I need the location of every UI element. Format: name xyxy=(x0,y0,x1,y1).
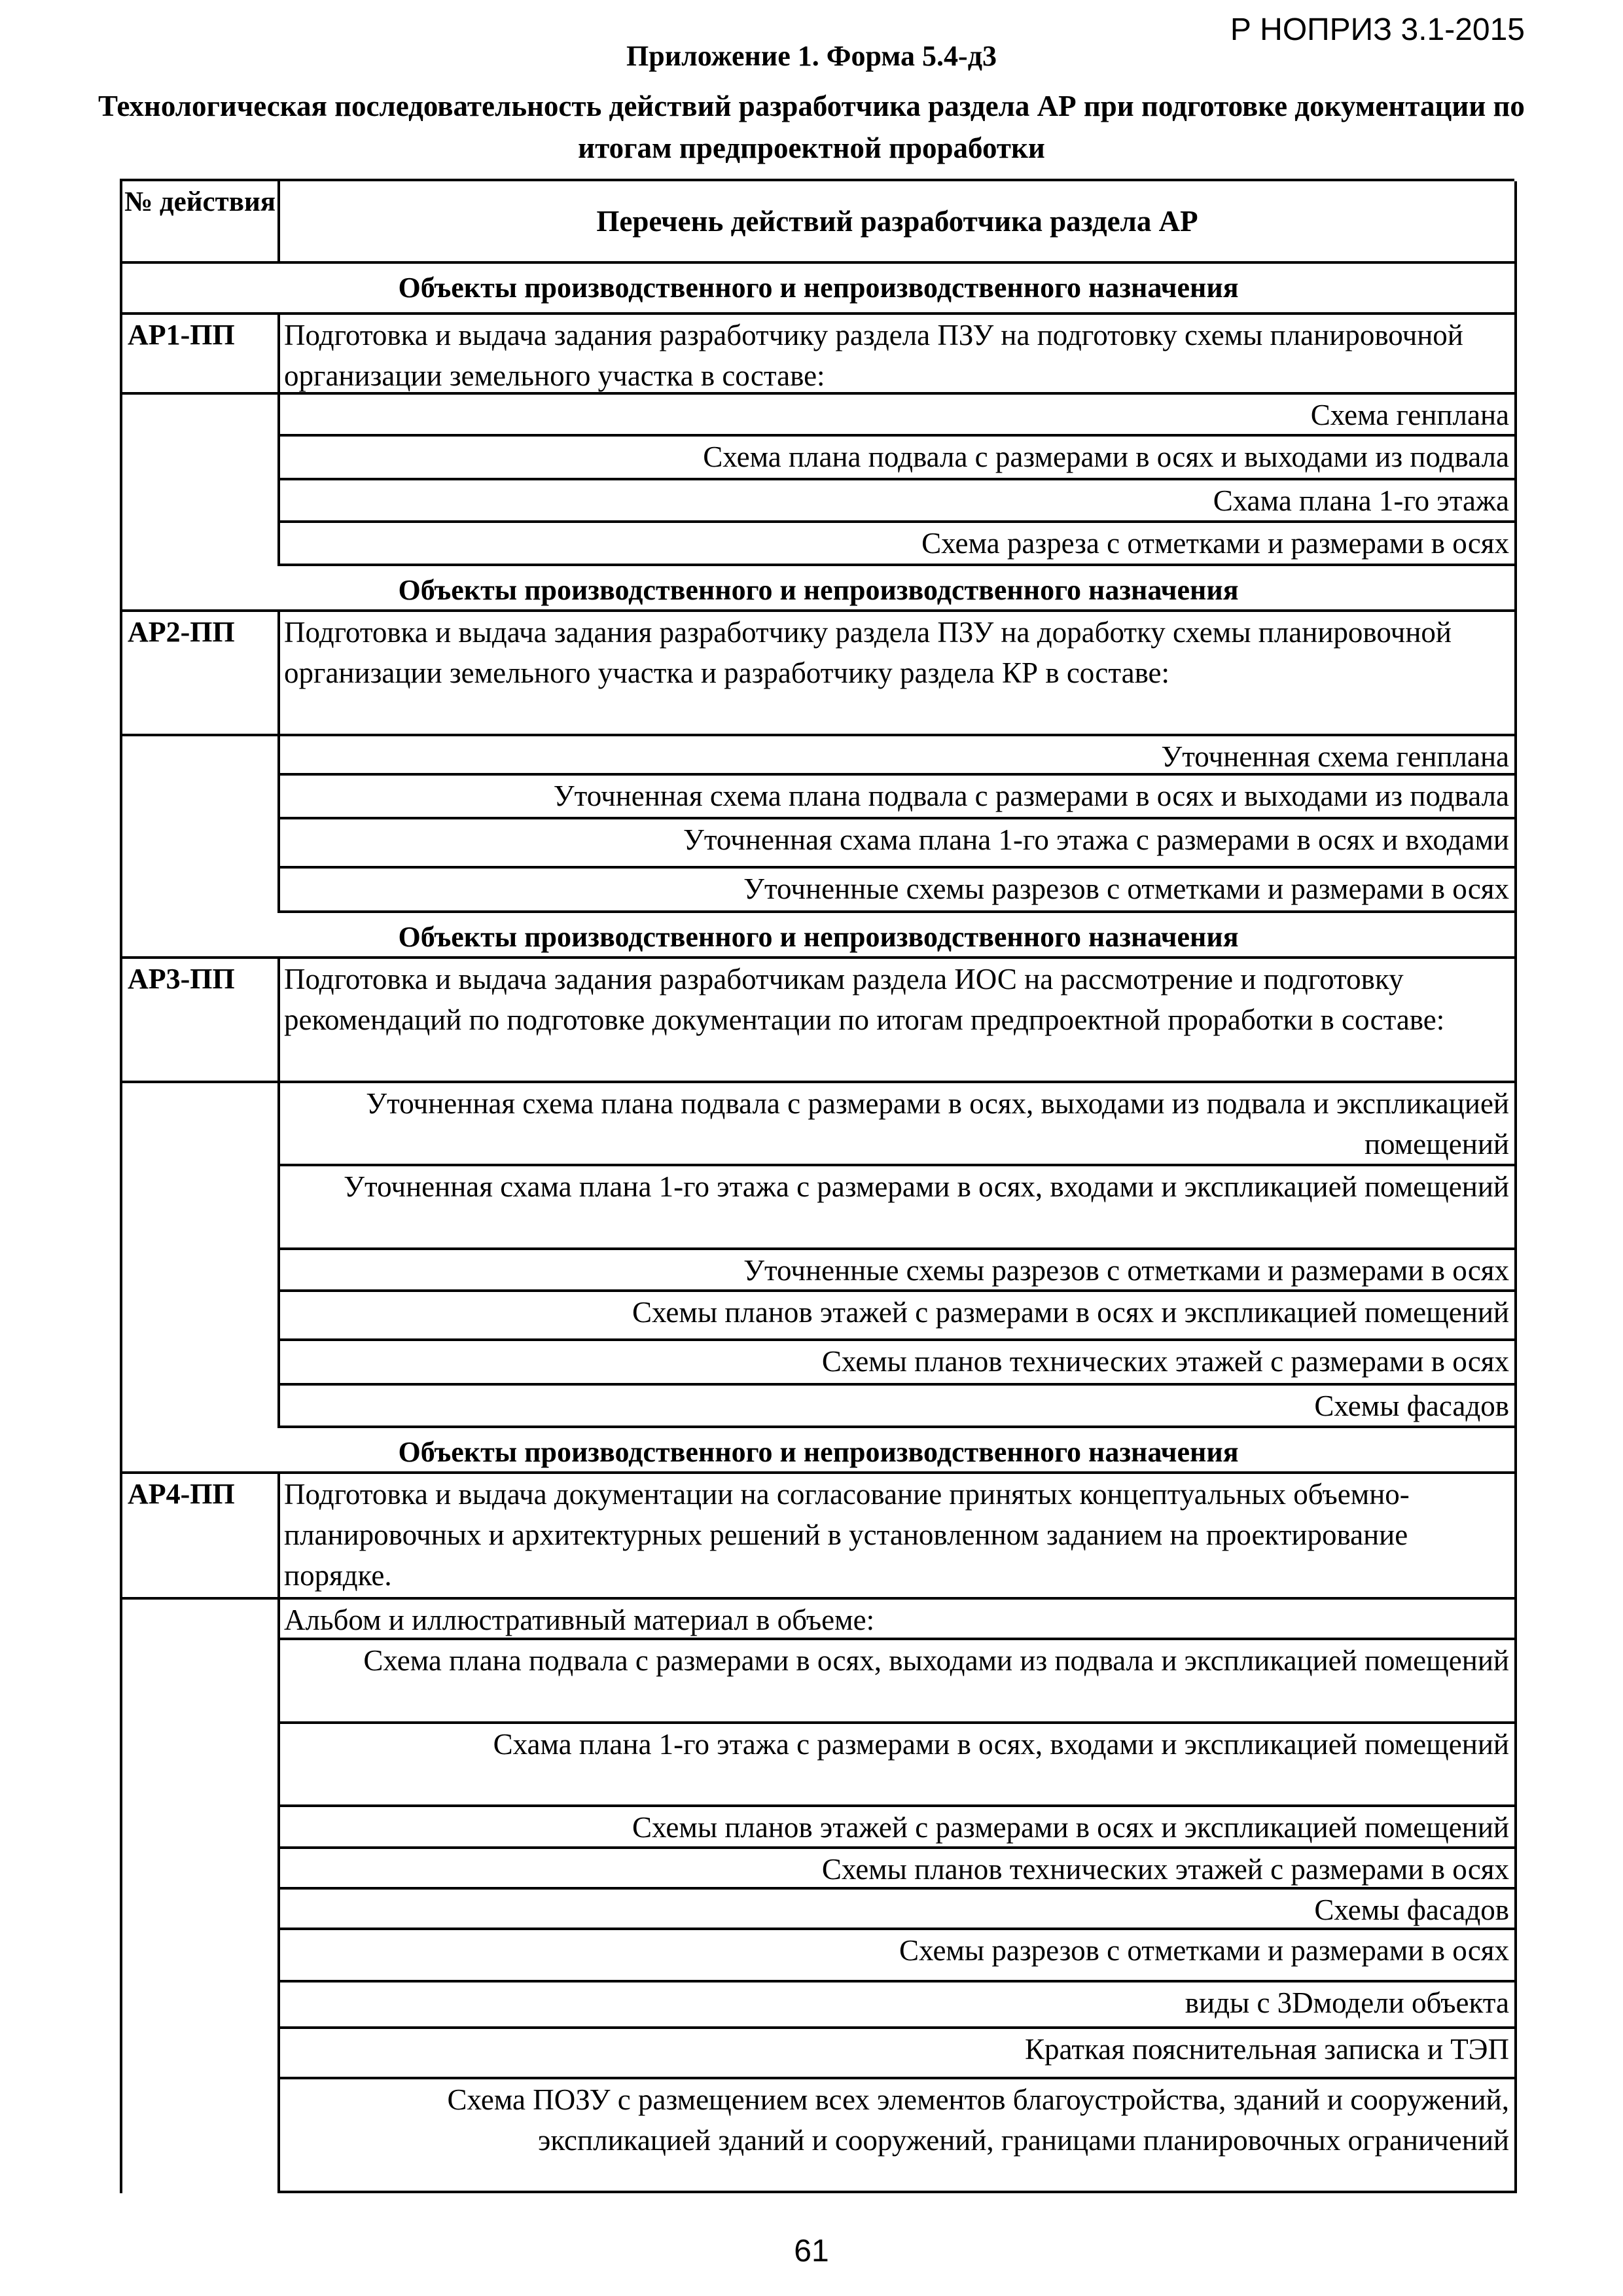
action-id: АР2-ПП xyxy=(122,612,280,736)
document-title: Технологическая последовательность действий разработчика раздела АР при подготовке документации по итогам предпроектной проработки xyxy=(98,90,1525,164)
action-description: Подготовка и выдача задания разработчику раздела ПЗУ на доработку схемы планировочной организации земельного участка и разработчику раздела КР в составе: xyxy=(280,612,1517,736)
blank-cell xyxy=(122,1600,280,2193)
album-label: Альбом и иллюстративный материал в объеме: xyxy=(280,1600,1517,1640)
blank-cell xyxy=(122,395,280,566)
action-id: АР4-ПП xyxy=(122,1474,280,1600)
list-item: Схемы планов этажей с размерами в осях и экспликацией помещений xyxy=(280,1292,1517,1341)
document-code: Р НОПРИЗ 3.1-2015 xyxy=(1230,12,1525,47)
blank-cell xyxy=(122,736,280,913)
blank-cell xyxy=(122,1083,280,1428)
list-item: Уточненные схемы разрезов с отметками и размерами в осях xyxy=(280,1250,1517,1292)
list-item: Схемы фасадов xyxy=(280,1890,1517,1930)
list-item: Схемы планов этажей с размерами в осях и экспликацией помещений xyxy=(280,1807,1517,1849)
list-item: Уточненная схема плана подвала с размерами в осях, выходами из подвала и экспликацией помещений xyxy=(280,1083,1517,1166)
list-item: Уточненная схама плана 1-го этажа с размерами в осях и входами xyxy=(280,819,1517,869)
list-item: Схема генплана xyxy=(280,395,1517,437)
action-id: АР3-ПП xyxy=(122,959,280,1083)
appendix-label: Приложение 1. Форма 5.4-д3 xyxy=(626,40,997,72)
column-header-number: № действия xyxy=(122,181,280,264)
list-item: Схемы разрезов с отметками и размерами в осях xyxy=(280,1930,1517,1982)
list-item: Схема плана подвала с размерами в осях, выходами из подвала и экспликацией помещений xyxy=(280,1640,1517,1724)
list-item: Краткая пояснительная записка и ТЭП xyxy=(280,2029,1517,2079)
action-description: Подготовка и выдача задания разработчику раздела ПЗУ на подготовку схемы планировочной организации земельного участка в составе: xyxy=(280,315,1517,395)
list-item: Схема плана подвала с размерами в осях и выходами из подвала xyxy=(280,437,1517,480)
list-item: Уточненные схемы разрезов с отметками и размерами в осях xyxy=(280,869,1517,913)
list-item: Схама плана 1-го этажа xyxy=(280,480,1517,523)
action-description: Подготовка и выдача документации на согласование принятых концептуальных объемно-планировочных и архитектурных решений в установленном заданием на проектирование порядке. xyxy=(280,1474,1517,1600)
list-item: Уточненная схама плана 1-го этажа с размерами в осях, входами и экспликацией помещений xyxy=(280,1166,1517,1250)
list-item: Уточненная схема плана подвала с размерами в осях и выходами из подвала xyxy=(280,776,1517,819)
list-item: Схама плана 1-го этажа с размерами в осях, входами и экспликацией помещений xyxy=(280,1724,1517,1807)
page-number: 61 xyxy=(794,2234,829,2269)
action-description: Подготовка и выдача задания разработчикам раздела ИОС на рассмотрение и подготовку рекомендаций по подготовке документации по итогам предпроектной проработки в составе: xyxy=(280,959,1517,1083)
section-heading: Объекты производственного и непроизводственного назначения xyxy=(122,264,1517,315)
list-item: виды с 3Dмодели объекта xyxy=(280,1982,1517,2029)
action-id: АР1-ПП xyxy=(122,315,280,395)
section-heading: Объекты производственного и непроизводственного назначения xyxy=(122,913,1517,959)
list-item: Схема ПОЗУ с размещением всех элементов благоустройства, зданий и сооружений, экспликацией зданий и сооружений, границами планировочных ограничений xyxy=(280,2079,1517,2193)
section-heading: Объекты производственного и непроизводственного назначения xyxy=(122,566,1517,612)
list-item: Схемы планов технических этажей с размерами в осях xyxy=(280,1341,1517,1386)
actions-table xyxy=(120,179,1514,2193)
list-item: Схема разреза с отметками и размерами в осях xyxy=(280,523,1517,566)
column-header-list: Перечень действий разработчика раздела АР xyxy=(280,181,1517,264)
list-item: Схемы планов технических этажей с размерами в осях xyxy=(280,1849,1517,1890)
list-item: Уточненная схема генплана xyxy=(280,736,1517,776)
list-item: Схемы фасадов xyxy=(280,1386,1517,1428)
section-heading: Объекты производственного и непроизводственного назначения xyxy=(122,1428,1517,1474)
